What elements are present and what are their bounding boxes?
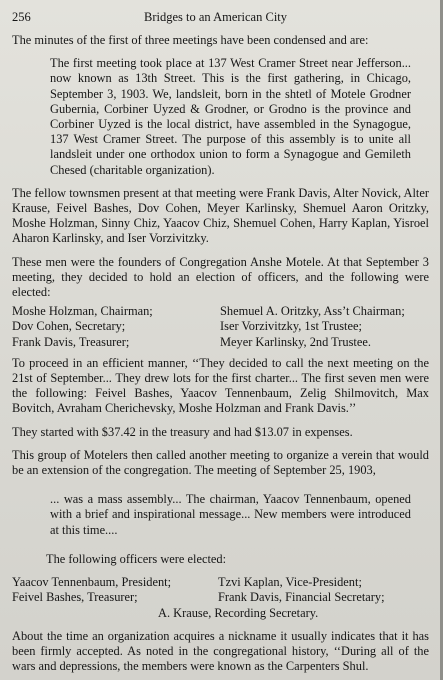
- officer-entry: Dov Cohen, Secretary;: [12, 319, 126, 334]
- nickname-paragraph: About the time an organization acquires a nickname it usually indicates that it has been firmly accepted. As noted in the congregational history, ‘‘During all of the wars and depressions, the members were known as the Carpenters Shul.: [12, 628, 429, 674]
- officer-entry: Shemuel A. Oritzky, Ass’t Chairman;: [220, 304, 405, 319]
- verein-paragraph: This group of Motelers then called another meeting to organize a verein that would be an extension of the congregation. The meeting of September 25, 1903,: [12, 447, 429, 478]
- intro-paragraph: The minutes of the first of three meetings have been condensed and are:: [12, 33, 369, 47]
- page-number: 256: [12, 10, 31, 24]
- officer-entry: Feivel Bashes, Treasurer;: [12, 590, 138, 605]
- officer-entry: Frank Davis, Financial Secretary;: [218, 590, 385, 605]
- block-quote-minutes: [50, 56, 411, 178]
- page-header: [12, 10, 429, 25]
- founders-paragraph: These men were the founders of Congregation Anshe Motele. At that September 3 meeting, they decided to hold an election of officers, and the following were elected:: [12, 254, 429, 300]
- running-title: Bridges to an American City: [143, 10, 288, 24]
- officer-entry: Moshe Holzman, Chairman;: [12, 304, 153, 319]
- treasury-paragraph: They started with $37.42 in the treasury and had $13.07 in expenses.: [12, 424, 353, 439]
- officers-list-2: [12, 575, 429, 621]
- officer-entry: Meyer Karlinsky, 2nd Trustee.: [220, 334, 371, 349]
- townsmen-paragraph: The fellow townsmen present at that meeting were Frank Davis, Alter Novick, Alter Krause, Feivel Bashes, Dov Cohen, Meyer Karlinsky, Shemuel Aaron Oritzky, Moshe Holzman, Sinny Chiz, Yaacov Chiz, Shemuel Cohen, Harry Kaplan, Yisroel Aharon Karlinsky, and Iser Vorzivitzky.: [12, 185, 429, 246]
- quote-text: ... was a mass assembly... The chairman, Yaacov Tennenbaum, opened with a brief and inspirational message... New members were introduced at this time....: [50, 492, 411, 537]
- officers-list-1: [12, 304, 429, 350]
- officer-entry: Frank Davis, Treasurer;: [12, 334, 130, 349]
- officer-entry: Iser Vorzivitzky, 1st Trustee;: [220, 319, 362, 334]
- quote-text: The first meeting took place at 137 West Cramer Street near Jefferson... now known as 13th Street. This is the first gathering, in Chicago, September 3, 1903. We, landsleit, born in the shtetl of Motele Grodner Gubernia, Corbiner Uyzed & Grodner, or Grodno is the province and Corbiner Uyzed is the local district, have assembled in the Synagogue, 137 West Cramer Street. The purpose of this assembly is to unite all landsleit under one orthodox union to form a Synagogue and Gemileth Chesed (charitable organization).: [50, 56, 411, 177]
- proceed-paragraph: To proceed in an efficient manner, ‘‘They decided to call the next meeting on the 21st of September... They drew lots for the first charter... The first seven men were the following: Feivel Bashes, Yaacov Tennenbaum, Zelig Shilmovitch, Max Bovitch, Avraham Cherichevsky, Moshe Holzman and Frank Davis.’’: [12, 355, 429, 416]
- officer-entry: Yaacov Tennenbaum, President;: [12, 575, 172, 590]
- block-quote-assembly: [50, 492, 411, 538]
- officers-heading: The following officers were elected:: [46, 551, 227, 566]
- officer-entry: Tzvi Kaplan, Vice-President;: [218, 575, 362, 590]
- officer-entry: A. Krause, Recording Secretary.: [158, 605, 319, 620]
